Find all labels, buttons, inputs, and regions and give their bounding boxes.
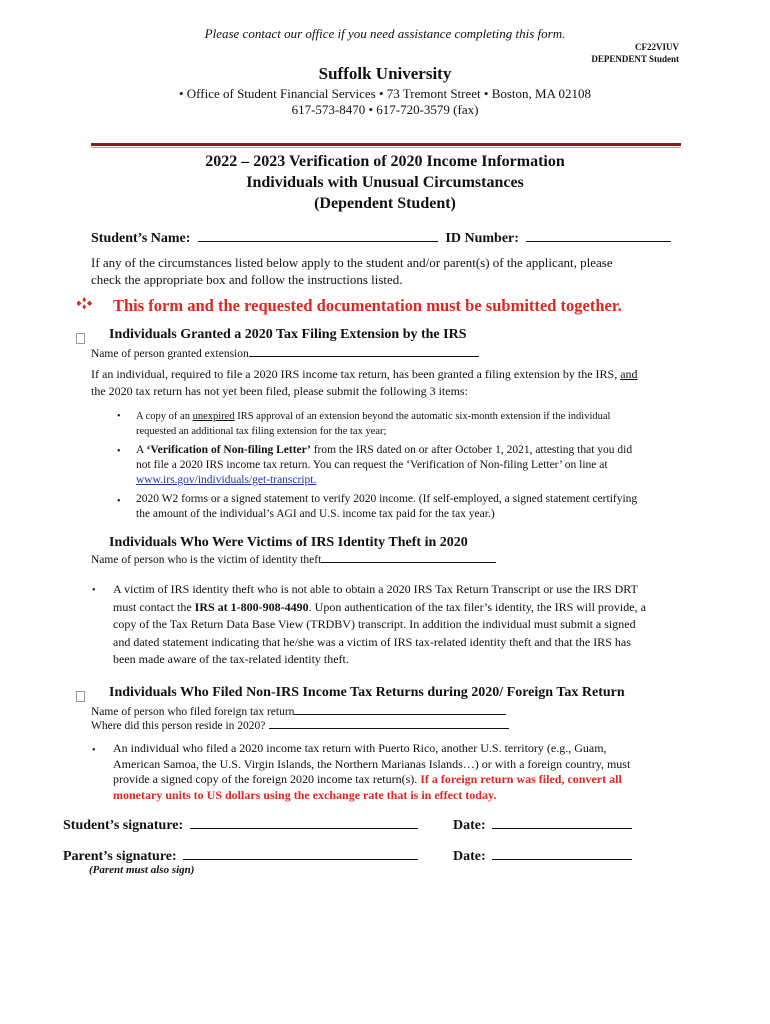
item3-line-2: the amount of the individual’s AGI and U.S. income tax paid for the tax year.) [136,508,495,520]
student-signature-label: Student’s signature: [63,818,184,833]
extension-desc-and: and [620,367,638,381]
extension-desc-line-1: If an individual, required to file a 2020 IRS income tax return, has been granted a filing extension by the IRS, [91,367,621,381]
title-line-3: (Dependent Student) [314,195,456,212]
parent-signature-label: Parent’s signature: [63,849,177,864]
university-name: Suffolk University [318,64,452,83]
bullet-icon: • [92,745,96,756]
section-extension-heading: Individuals Granted a 2020 Tax Filing Extension by the IRS [109,327,467,342]
bullet-icon: • [117,411,121,422]
item2-letter-name: ‘Verification of Non-filing Letter’ [146,444,311,456]
identity-theft-name-label: Name of person who is the victim of identity theft [91,554,322,566]
item1-text-c: IRS approval of an extension beyond the automatic six-month extension if the individual [234,411,611,422]
phone-line: 617-573-8470 • 617-720-3579 (fax) [291,102,479,117]
form-title [0,151,770,214]
intro-line-1: If any of the circumstances listed below apply to the student and/or parent(s) of the applicant, please [91,255,613,270]
item1-line-2: requested an additional tax filing extension for the tax year; [136,426,387,437]
diamond-bullet-icon [77,296,99,316]
form-code-block [591,41,679,65]
bullet-icon: • [117,496,121,507]
student-date-label: Date: [453,818,486,833]
foreign-line-4: monetary units to US dollars using the exchange rate that is in effect today. [113,787,497,802]
extension-name-field[interactable] [249,345,479,357]
foreign-name-label: Name of person who filed foreign tax return [91,706,295,718]
item1-text-a: A copy of an [136,411,193,422]
parent-signature-row [63,846,418,865]
header-divider-thin [91,147,681,148]
identity-theft-name-field[interactable] [321,551,496,563]
theft-line-3: copy of the Tax Return Data Base View (TRDBV) transcript. In addition the individual must submit a signed [113,617,636,631]
form-type: DEPENDENT Student [591,54,679,64]
student-info-row [91,228,671,247]
item3-line-1: 2020 W2 forms or a signed statement to verify 2020 income. (If self-employed, a signed statement certifying [136,493,638,505]
extension-description [91,366,681,400]
foreign-line-3-a: provide a signed copy of the foreign 2020 income tax return(s). [113,772,421,786]
extension-item-1 [136,409,696,439]
section-identity-theft-heading: Individuals Who Were Victims of IRS Identity Theft in 2020 [109,535,468,550]
reside-label: Where did this person reside in 2020? [91,720,266,732]
student-signature-field[interactable] [190,815,418,829]
item1-unexpired: unexpired [192,411,235,422]
student-date-field[interactable] [492,815,632,829]
extension-name-label: Name of person granted extension [91,348,249,360]
parent-sign-note: (Parent must also sign) [89,864,195,876]
foreign-return-checkbox[interactable] [76,691,85,702]
extension-checkbox[interactable] [76,333,85,344]
reside-field[interactable] [269,717,509,729]
theft-line-2-c: . Upon authentication of the tax filer’s identity, the IRS will provide, a [308,599,646,614]
id-number-field[interactable] [526,228,671,242]
intro-text [91,254,671,288]
theft-line-2-a: must contact the [113,599,195,614]
title-line-1: 2022 – 2023 Verification of 2020 Income Information [205,153,565,170]
foreign-return-item [113,741,693,803]
parent-date-field[interactable] [492,846,632,860]
contact-note: Please contact our office if you need assistance completing this form. [204,26,566,41]
id-number-label: ID Number: [445,231,519,246]
parent-date-label: Date: [453,849,486,864]
foreign-convert-note: If a foreign return was filed, convert all [420,772,622,786]
extension-name-row [91,345,479,362]
office-address [0,86,770,118]
intro-line-2: check the appropriate box and follow the instructions listed. [91,272,403,287]
parent-date-row [453,846,632,865]
header-divider [91,143,681,146]
student-date-row [453,815,632,834]
extension-desc-line-2: the 2020 tax return has not yet been filed, please submit the following 3 items: [91,384,468,398]
title-line-2: Individuals with Unusual Circumstances [246,174,524,191]
submission-warning [77,296,622,316]
student-name-field[interactable] [198,228,438,242]
form-code: CF22VIUV [635,42,679,52]
student-name-label: Student’s Name: [91,231,191,246]
parent-signature-field[interactable] [183,846,418,860]
foreign-line-1: An individual who filed a 2020 income tax return with Puerto Rico, another U.S. territory (e.g., Guam, [113,741,607,755]
theft-line-1: A victim of IRS identity theft who is not able to obtain a 2020 IRS Tax Return Transcript or use the IRS DRT [113,582,638,596]
student-signature-row [63,815,418,834]
extension-item-3 [136,492,696,522]
office-line: • Office of Student Financial Services • 73 Tremont Street • Boston, MA 02108 [178,86,592,101]
warning-text: This form and the requested documentation must be submitted together. [113,296,622,315]
irs-transcript-link[interactable]: www.irs.gov/individuals/get-transcript. [136,474,317,486]
theft-line-4: and dated statement indicating that he/she was a victim of IRS tax-related identity theft and that the IRS has [113,634,631,649]
foreign-name-field[interactable] [294,703,506,715]
theft-line-5: been made aware of the tax-related identity theft. [113,652,349,666]
extension-item-2 [136,443,696,488]
foreign-line-2: American Samoa, the U.S. Virgin Islands, the Northern Marianas Islands…) or with a foreign country, must [113,756,631,771]
item2-line-2: not file a 2020 IRS income tax return. You can request the ‘Verification of Non-filing Letter’ on line at [136,459,608,471]
reside-row [91,717,509,734]
identity-theft-name-row [91,551,496,568]
irs-phone: IRS at 1-800-908-4490 [194,599,309,614]
item2-text-a: A [136,444,147,456]
bullet-icon: • [92,585,96,596]
identity-theft-item [113,581,693,669]
item2-text-c: from the IRS dated on or after October 1, 2021, attesting that you did [310,444,633,456]
section-foreign-return-heading: Individuals Who Filed Non-IRS Income Tax Returns during 2020/ Foreign Tax Return [109,685,625,700]
bullet-icon: • [117,446,121,457]
